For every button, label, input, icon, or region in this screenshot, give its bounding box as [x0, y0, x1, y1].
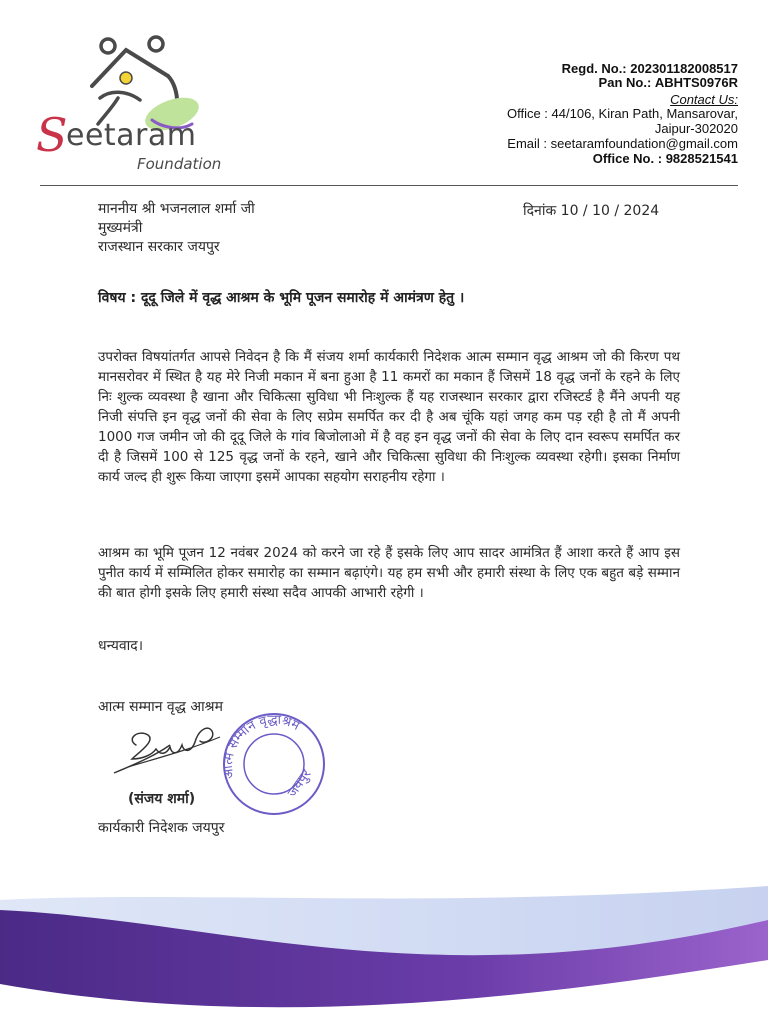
addressee-title: मुख्यमंत्री [98, 220, 143, 236]
seal-text-top: आत्म सम्मान वृद्धाश्रम [220, 712, 303, 780]
organization-seal [212, 708, 334, 816]
handwritten-signature [108, 715, 228, 785]
email-link[interactable]: seetaramfoundation@gmail.com [550, 136, 738, 151]
letter-subject: विषय : दूदू जिले में वृद्ध आश्रम के भूमि पूजन समारोह में आमंत्रण हेतु । [98, 290, 465, 306]
addressee-block [98, 200, 255, 257]
logo-wordmark: eetaram [66, 118, 197, 153]
signatory-designation: कार्यकारी निदेशक जयपुर [98, 820, 225, 836]
svg-text:आत्म सम्मान वृद्धाश्रम [221, 713, 303, 780]
signatory-name: (संजय शर्मा) [128, 791, 196, 807]
email-line: Email : seetaramfoundation@gmail.com [507, 136, 738, 151]
logo-initial: S [36, 108, 68, 162]
addressee-name: माननीय श्री भजनलाल शर्मा जी [98, 201, 255, 217]
registration-number: Regd. No.: 202301182008517 [561, 61, 738, 76]
body-paragraph-2: आश्रम का भूमि पूजन 12 नवंबर 2024 को करने जा रहे हैं इसके लिए आप सादर आमंत्रित हैं आशा करते हैं आप इस पुनीत कार्य में सम्मिलित होकर समारोह का सम्मान बढ़ाएंगे। यह हम सभी और हमारी संस्था के लिए एक बहुत बड़े सम्मान की बात होगी इसके लिए हमारी संस्था सदैव आपकी आभारी रहेगी । [98, 545, 680, 601]
header-divider [40, 185, 738, 186]
closing-thanks: धन्यवाद। [98, 638, 144, 654]
seal-text-bottom: जयपुर [284, 767, 315, 801]
registration-value: 202301182008517 [630, 61, 738, 76]
office-address-line1: Office : 44/106, Kiran Path, Mansarovar, [506, 106, 738, 121]
office-address-line2: Jaipur-302020 [654, 121, 738, 136]
pan-number: Pan No.: ABHTS0976R [598, 75, 738, 90]
addressee-office: राजस्थान सरकार जयपुर [98, 239, 220, 255]
logo-subtitle: Foundation [137, 155, 222, 173]
letter-date: दिनांक 10 / 10 / 2024 [523, 203, 660, 219]
body-paragraph-1: उपरोक्त विषयांतर्गत आपसे निवेदन है कि मैं संजय शर्मा कार्यकारी निदेशक आत्म सम्मान वृद्ध आश्रम जो की किरण पथ मानसरोवर में स्थित है यह मेरे निजी मकान में बना हुआ है 11 कमरों का मकान हैं जिसमें 18 वृद्ध जनों के रहने के लिए निः शुल्क व्यवस्था है खाना और चिकित्सा सुविधा भी निःशुल्क हैं यह राजस्थान सरकार द्वारा रजिस्टर्ड है मैंने अपनी यह निजी संपत्ति इन वृद्ध जनों की सेवा के लिए सप्रेम समर्पित कर दी है अब चूंकि यहां जगह कम पड़ रही है तो मैं अपनी 1000 गज जमीन जो की दूदू जिले के गांव बिजोलाओ में है वह इन वृद्ध जनों की सेवा के लिए दान स्वरूप समर्पित कर दी है जिसमें 100 से 125 वृद्ध जनों के रहने, खाने और चिकित्सा सुविधा की निःशुल्क व्यवस्था रहेगी। इसका निर्माण कार्य जल्द ही शुरू किया जाएगा इसमें आपका सहयोग सराहनीय रहेगा । [98, 349, 680, 485]
footer-wave-decoration [0, 880, 768, 1024]
organization-name: आत्म सम्मान वृद्ध आश्रम [98, 699, 223, 715]
phone-line: Office No. : 9828521541 [592, 151, 738, 166]
contact-heading: Contact Us: [670, 92, 738, 107]
